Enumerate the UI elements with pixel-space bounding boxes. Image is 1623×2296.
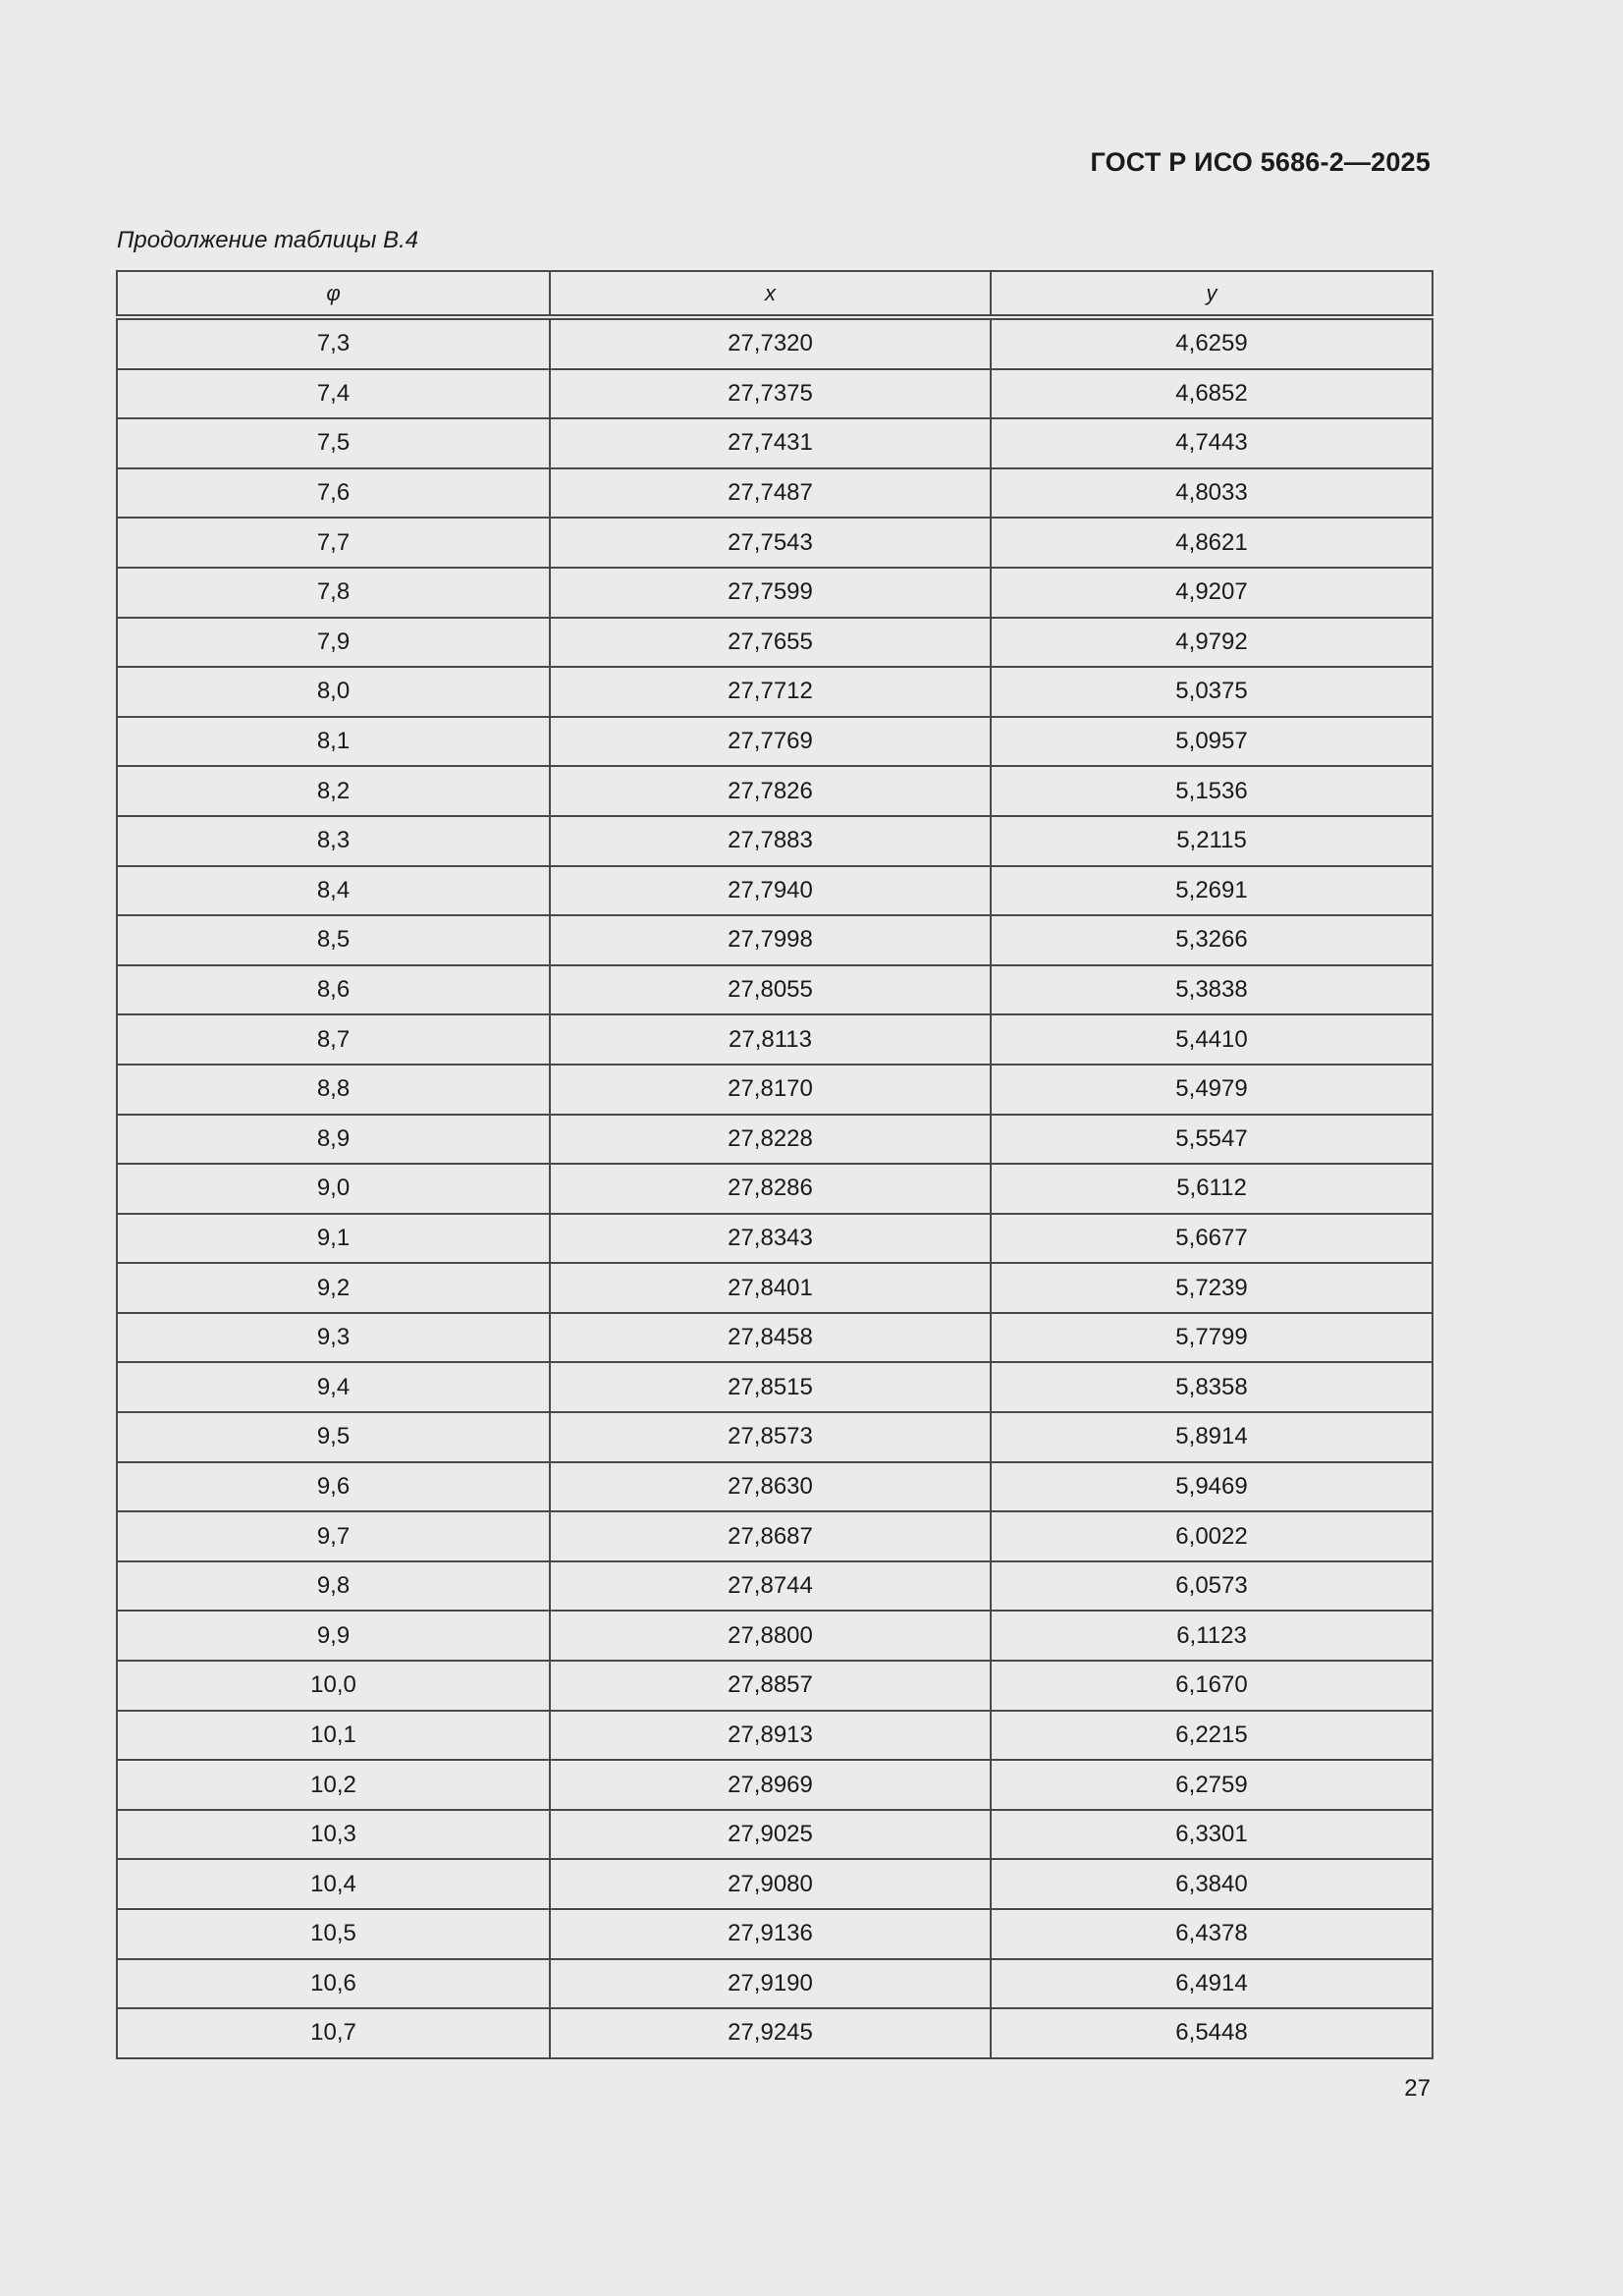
cell-phi: 10,0 xyxy=(117,1661,550,1711)
cell-phi: 8,2 xyxy=(117,766,550,816)
cell-phi: 8,7 xyxy=(117,1014,550,1065)
table-row xyxy=(117,1711,1433,1761)
cell-x: 27,7940 xyxy=(550,866,991,916)
table-row xyxy=(117,717,1433,767)
page-number: 27 xyxy=(1404,2075,1431,2102)
cell-phi: 8,9 xyxy=(117,1115,550,1165)
cell-y: 4,8033 xyxy=(991,468,1433,519)
cell-x: 27,9190 xyxy=(550,1959,991,2009)
cell-x: 27,7712 xyxy=(550,667,991,717)
cell-x: 27,7599 xyxy=(550,568,991,618)
cell-x: 27,9245 xyxy=(550,2008,991,2058)
cell-x: 27,9080 xyxy=(550,1859,991,1909)
cell-phi: 8,4 xyxy=(117,866,550,916)
table-row xyxy=(117,418,1433,468)
cell-y: 4,9207 xyxy=(991,568,1433,618)
cell-y: 6,5448 xyxy=(991,2008,1433,2058)
cell-phi: 10,6 xyxy=(117,1959,550,2009)
cell-phi: 8,6 xyxy=(117,965,550,1015)
cell-y: 5,0375 xyxy=(991,667,1433,717)
table-row xyxy=(117,1412,1433,1462)
cell-x: 27,7543 xyxy=(550,518,991,568)
cell-phi: 8,0 xyxy=(117,667,550,717)
table-row xyxy=(117,1760,1433,1810)
table-row xyxy=(117,866,1433,916)
cell-phi: 9,8 xyxy=(117,1561,550,1612)
cell-phi: 8,5 xyxy=(117,915,550,965)
table-row xyxy=(117,618,1433,668)
cell-x: 27,7431 xyxy=(550,418,991,468)
cell-x: 27,8458 xyxy=(550,1313,991,1363)
table-row xyxy=(117,369,1433,419)
cell-y: 4,8621 xyxy=(991,518,1433,568)
column-header-y: y xyxy=(991,271,1433,317)
table-row xyxy=(117,468,1433,519)
table-row xyxy=(117,1661,1433,1711)
cell-y: 4,6259 xyxy=(991,317,1433,369)
cell-y: 4,6852 xyxy=(991,369,1433,419)
column-header-x: x xyxy=(550,271,991,317)
cell-phi: 9,7 xyxy=(117,1511,550,1561)
table-row xyxy=(117,1263,1433,1313)
cell-x: 27,8113 xyxy=(550,1014,991,1065)
cell-x: 27,8286 xyxy=(550,1164,991,1214)
cell-x: 27,7883 xyxy=(550,816,991,866)
table-row xyxy=(117,1909,1433,1959)
cell-y: 5,6677 xyxy=(991,1214,1433,1264)
cell-y: 6,1123 xyxy=(991,1611,1433,1661)
cell-y: 6,3840 xyxy=(991,1859,1433,1909)
cell-x: 27,8687 xyxy=(550,1511,991,1561)
cell-phi: 9,0 xyxy=(117,1164,550,1214)
cell-phi: 7,6 xyxy=(117,468,550,519)
cell-y: 6,3301 xyxy=(991,1810,1433,1860)
cell-x: 27,8630 xyxy=(550,1462,991,1512)
cell-x: 27,9025 xyxy=(550,1810,991,1860)
document-header: ГОСТ Р ИСО 5686-2—2025 xyxy=(1090,147,1431,177)
cell-y: 5,1536 xyxy=(991,766,1433,816)
cell-phi: 8,3 xyxy=(117,816,550,866)
cell-phi: 9,2 xyxy=(117,1263,550,1313)
cell-y: 4,7443 xyxy=(991,418,1433,468)
cell-x: 27,8055 xyxy=(550,965,991,1015)
table-row xyxy=(117,915,1433,965)
cell-x: 27,9136 xyxy=(550,1909,991,1959)
cell-y: 5,9469 xyxy=(991,1462,1433,1512)
table-row xyxy=(117,1115,1433,1165)
cell-x: 27,8170 xyxy=(550,1065,991,1115)
cell-phi: 8,1 xyxy=(117,717,550,767)
table-row xyxy=(117,1214,1433,1264)
table-row xyxy=(117,568,1433,618)
cell-y: 6,0573 xyxy=(991,1561,1433,1612)
table-row xyxy=(117,1014,1433,1065)
cell-x: 27,8343 xyxy=(550,1214,991,1264)
table-row xyxy=(117,816,1433,866)
table-row xyxy=(117,1859,1433,1909)
cell-x: 27,8744 xyxy=(550,1561,991,1612)
cell-phi: 10,3 xyxy=(117,1810,550,1860)
table-row xyxy=(117,1561,1433,1612)
cell-x: 27,8228 xyxy=(550,1115,991,1165)
cell-phi: 9,5 xyxy=(117,1412,550,1462)
table-row xyxy=(117,1065,1433,1115)
cell-phi: 7,8 xyxy=(117,568,550,618)
cell-y: 4,9792 xyxy=(991,618,1433,668)
table-header xyxy=(117,271,1433,317)
cell-y: 6,4914 xyxy=(991,1959,1433,2009)
cell-phi: 9,6 xyxy=(117,1462,550,1512)
table-row xyxy=(117,766,1433,816)
table-row xyxy=(117,2008,1433,2058)
table-row xyxy=(117,1313,1433,1363)
cell-phi: 7,9 xyxy=(117,618,550,668)
table-caption: Продолжение таблицы В.4 xyxy=(117,227,419,253)
cell-y: 5,4979 xyxy=(991,1065,1433,1115)
cell-y: 5,5547 xyxy=(991,1115,1433,1165)
cell-x: 27,7998 xyxy=(550,915,991,965)
cell-phi: 10,5 xyxy=(117,1909,550,1959)
cell-x: 27,8913 xyxy=(550,1711,991,1761)
table-row xyxy=(117,1959,1433,2009)
cell-x: 27,8515 xyxy=(550,1362,991,1412)
table-row xyxy=(117,317,1433,369)
cell-y: 5,7239 xyxy=(991,1263,1433,1313)
cell-x: 27,8800 xyxy=(550,1611,991,1661)
table-row xyxy=(117,1462,1433,1512)
cell-y: 6,2759 xyxy=(991,1760,1433,1810)
cell-phi: 10,1 xyxy=(117,1711,550,1761)
cell-y: 5,2115 xyxy=(991,816,1433,866)
table-row xyxy=(117,1511,1433,1561)
cell-x: 27,7826 xyxy=(550,766,991,816)
cell-phi: 8,8 xyxy=(117,1065,550,1115)
header-row xyxy=(117,271,1433,317)
cell-x: 27,7487 xyxy=(550,468,991,519)
table-body xyxy=(117,317,1433,2058)
cell-phi: 7,4 xyxy=(117,369,550,419)
cell-phi: 7,5 xyxy=(117,418,550,468)
cell-x: 27,8401 xyxy=(550,1263,991,1313)
cell-y: 6,1670 xyxy=(991,1661,1433,1711)
cell-phi: 9,9 xyxy=(117,1611,550,1661)
cell-y: 5,0957 xyxy=(991,717,1433,767)
cell-phi: 9,1 xyxy=(117,1214,550,1264)
cell-phi: 7,3 xyxy=(117,317,550,369)
table-row xyxy=(117,1164,1433,1214)
cell-phi: 10,4 xyxy=(117,1859,550,1909)
table-row xyxy=(117,1362,1433,1412)
data-table xyxy=(116,270,1434,2059)
table-row xyxy=(117,1810,1433,1860)
cell-y: 5,7799 xyxy=(991,1313,1433,1363)
cell-y: 6,2215 xyxy=(991,1711,1433,1761)
cell-phi: 7,7 xyxy=(117,518,550,568)
cell-phi: 9,4 xyxy=(117,1362,550,1412)
cell-y: 5,6112 xyxy=(991,1164,1433,1214)
table-row xyxy=(117,965,1433,1015)
cell-y: 5,2691 xyxy=(991,866,1433,916)
table-row xyxy=(117,1611,1433,1661)
table-row xyxy=(117,667,1433,717)
cell-x: 27,8857 xyxy=(550,1661,991,1711)
cell-x: 27,7655 xyxy=(550,618,991,668)
cell-phi: 10,7 xyxy=(117,2008,550,2058)
cell-y: 5,8914 xyxy=(991,1412,1433,1462)
cell-y: 6,4378 xyxy=(991,1909,1433,1959)
cell-x: 27,7375 xyxy=(550,369,991,419)
table-row xyxy=(117,518,1433,568)
cell-phi: 10,2 xyxy=(117,1760,550,1810)
cell-phi: 9,3 xyxy=(117,1313,550,1363)
cell-y: 5,3266 xyxy=(991,915,1433,965)
cell-x: 27,7769 xyxy=(550,717,991,767)
column-header-phi: φ xyxy=(117,271,550,317)
cell-y: 5,3838 xyxy=(991,965,1433,1015)
cell-x: 27,8573 xyxy=(550,1412,991,1462)
cell-y: 6,0022 xyxy=(991,1511,1433,1561)
cell-x: 27,7320 xyxy=(550,317,991,369)
cell-y: 5,8358 xyxy=(991,1362,1433,1412)
cell-x: 27,8969 xyxy=(550,1760,991,1810)
cell-y: 5,4410 xyxy=(991,1014,1433,1065)
